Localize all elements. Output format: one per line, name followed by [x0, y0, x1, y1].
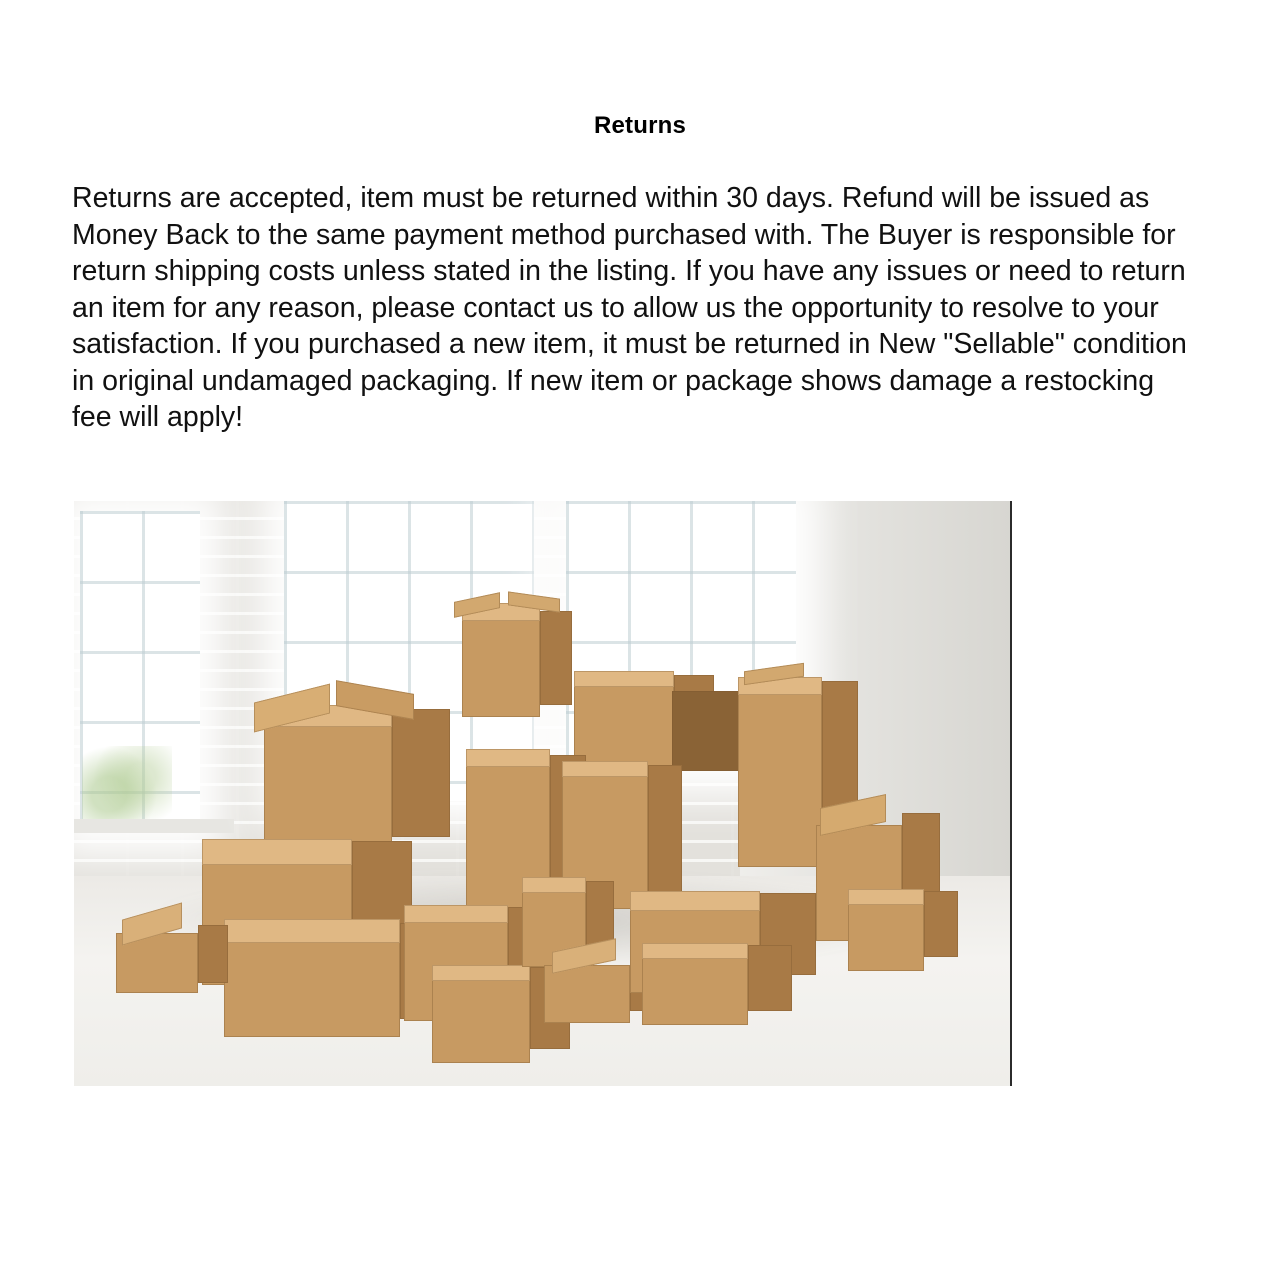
returns-policy-text: Returns are accepted, item must be returned within 30 days. Refund will be issued as Money Back to the same payment method purchased with. The Buyer is responsible for return shipping costs unless stated in the listing. If you have any issues or need to return an item for any reason, please contact us to allow us the opportunity to resolve to your satisfaction. If you purchased a new item, it must be returned in New "Sellable" condition in original undamaged packaging. If new item or package shows damage a restocking fee will apply!: [72, 182, 1187, 433]
box-face-top: [848, 889, 924, 905]
box-face-front: [738, 693, 822, 867]
box-face-side: [540, 611, 572, 705]
box-face-top: [630, 891, 760, 911]
box-face-top: [404, 905, 508, 923]
cardboard-box-open: [116, 905, 236, 1001]
cardboard-box: [848, 879, 958, 971]
box-face-top: [202, 839, 352, 865]
room-scene: [74, 501, 1010, 1086]
returns-photo: [74, 501, 1012, 1086]
box-face-top: [562, 761, 648, 777]
box-face-top: [522, 877, 586, 893]
box-face-top: [224, 919, 400, 943]
foliage-outside-window: [82, 746, 172, 826]
box-face-side: [748, 945, 792, 1011]
box-face-top: [432, 965, 530, 981]
box-face-top: [466, 749, 550, 767]
page-title: Returns: [593, 112, 687, 139]
box-face-front: [224, 941, 400, 1037]
box-face-front: [462, 619, 540, 717]
box-face-top: [642, 943, 748, 959]
box-face-side: [924, 891, 958, 957]
box-face-front: [544, 965, 630, 1023]
box-face-front: [432, 979, 530, 1063]
cardboard-box: [642, 931, 792, 1025]
cardboard-box: [462, 597, 572, 717]
box-face-front: [642, 957, 748, 1025]
box-face-front: [848, 903, 924, 971]
box-face-side: [198, 925, 228, 983]
box-face-top: [574, 671, 674, 687]
